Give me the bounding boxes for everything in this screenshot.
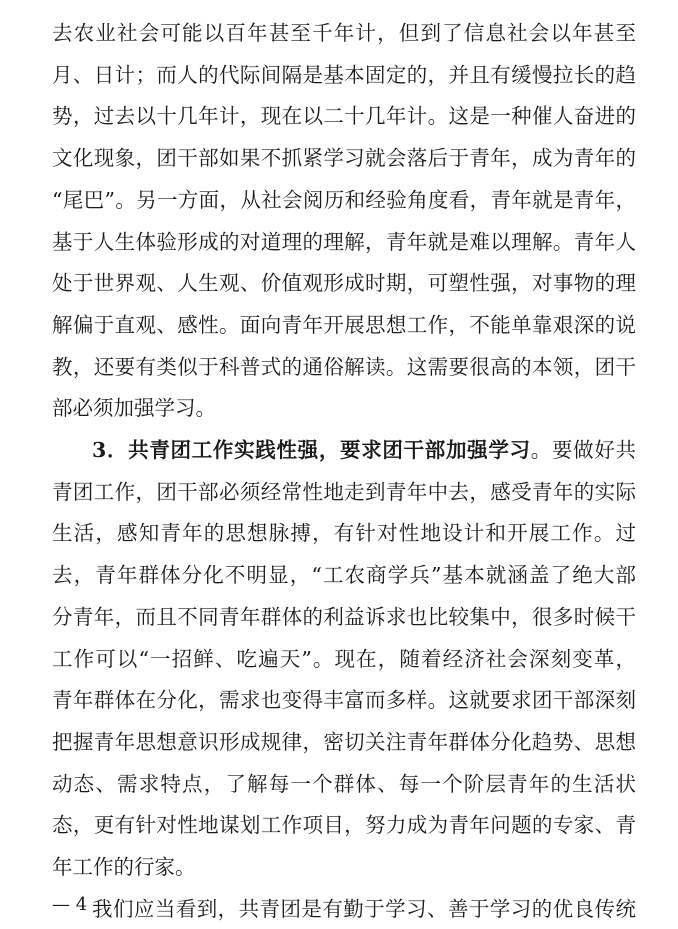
paragraph-1-line-2: 月、日计；而人的代际间隔是基本固定的，并且有缓慢拉长的趋 [52, 63, 636, 87]
paragraph-2-line-1 [92, 435, 636, 465]
paragraph-3-line-1: 我们应当看到，共青团是有勤于学习、善于学习的优良传统 [92, 897, 636, 921]
paragraph-1-line-9: 教，还要有类似于科普式的通俗解读。这需要很高的本领，团干 [52, 355, 636, 379]
paragraph-2-line-11: 年工作的行家。 [52, 855, 196, 879]
paragraph-2-line-4: 去，青年群体分化不明显，“工农商学兵”基本就涵盖了绝大部 [52, 563, 636, 587]
paragraph-2-line-5: 分青年，而且不同青年群体的利益诉求也比较集中，很多时候干 [52, 605, 636, 629]
paragraph-2-line-7: 青年群体在分化，需求也变得丰富而多样。这就要求团干部深刻 [52, 688, 636, 712]
paragraph-1-line-10: 部必须加强学习。 [52, 396, 216, 420]
paragraph-1-line-5: “尾巴”。另一方面，从社会阅历和经验角度看，青年就是青年， [52, 188, 636, 212]
paragraph-1-line-1: 去农业社会可能以百年甚至千年计，但到了信息社会以年甚至 [52, 21, 636, 45]
paragraph-2-first-line-rest: 。要做好共 [530, 438, 637, 462]
paragraph-2-line-10: 态，更有针对性地谋划工作项目，努力成为青年问题的专家、青 [52, 813, 636, 837]
paragraph-1-line-8: 解偏于直观、感性。面向青年开展思想工作，不能单靠艰深的说 [52, 313, 636, 337]
paragraph-2-line-6: 工作可以“一招鲜、吃遍天”。现在，随着经济社会深刻变革， [52, 647, 636, 671]
paragraph-2-line-3: 生活，感知青年的思想脉搏，有针对性地设计和开展工作。过 [52, 521, 636, 545]
paragraph-2-line-2: 青团工作，团干部必须经常性地走到青年中去，感受青年的实际 [52, 480, 636, 504]
paragraph-1-line-4: 文化现象，团干部如果不抓紧学习就会落后于青年，成为青年的 [52, 146, 636, 170]
paragraph-2-line-9: 动态、需求特点，了解每一个群体、每一个阶层青年的生活状 [52, 772, 636, 796]
paragraph-1-line-7: 处于世界观、人生观、价值观形成时期，可塑性强，对事物的理 [52, 271, 636, 295]
page-number: — 4 — [52, 894, 111, 915]
paragraph-2-line-8: 把握青年思想意识形成规律，密切关注青年群体分化趋势、思想 [52, 730, 636, 754]
paragraph-1-line-6: 基于人生体验形成的对道理的理解，青年就是难以理解。青年人 [52, 230, 636, 254]
paragraph-1-line-3: 势，过去以十几年计，现在以二十几年计。这是一种催人奋进的 [52, 104, 636, 128]
paragraph-2-heading: 3．共青团工作实践性强，要求团干部加强学习 [92, 438, 531, 462]
